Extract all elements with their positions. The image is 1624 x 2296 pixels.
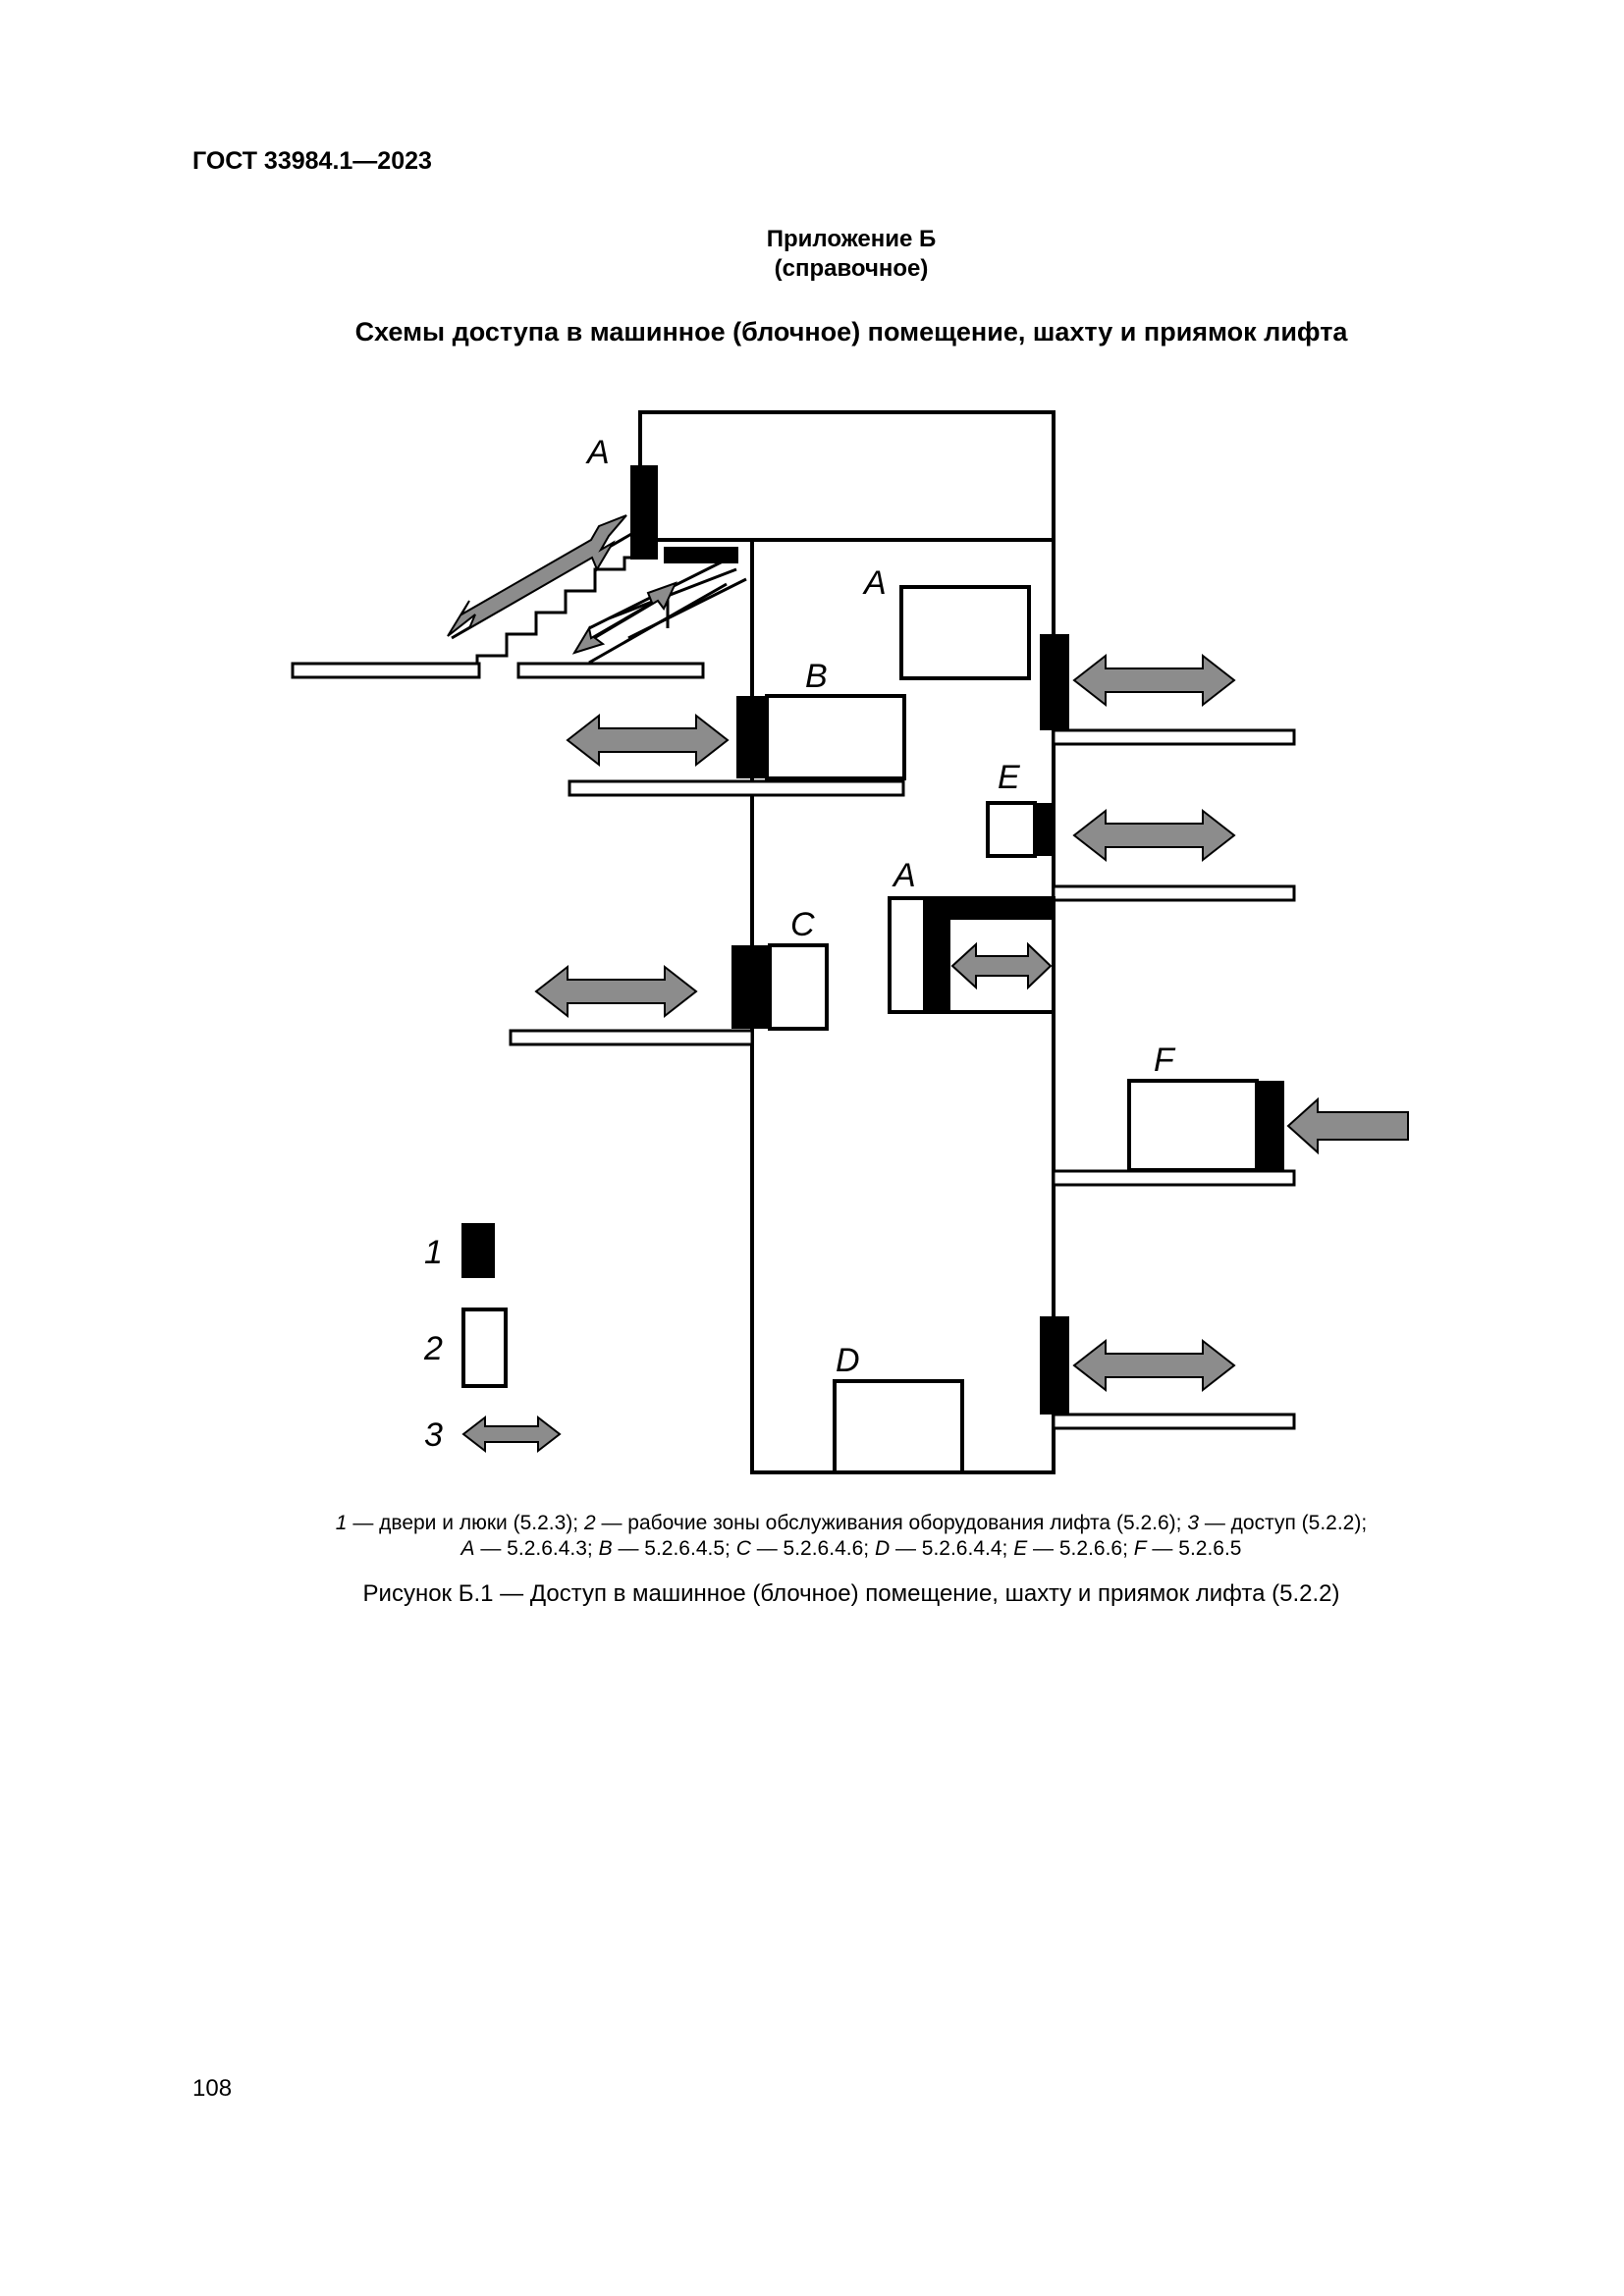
arrow-right-1 bbox=[1074, 656, 1234, 705]
hatch-top bbox=[664, 547, 738, 563]
door-f bbox=[1255, 1081, 1284, 1170]
work-zone-c bbox=[770, 945, 827, 1029]
legend-zone-swatch bbox=[463, 1309, 506, 1386]
arrow-f bbox=[1288, 1099, 1408, 1152]
door-right-bottom bbox=[1040, 1316, 1069, 1415]
arrow-e bbox=[1074, 811, 1234, 860]
figure-key-line-2: A — 5.2.6.4.3; B — 5.2.6.4.5; C — 5.2.6.4.6; D — 5.2.6.4.4; E — 5.2.6.6; F — 5.2.6.5 bbox=[460, 1537, 1242, 1560]
arrow-right-bottom bbox=[1074, 1341, 1234, 1390]
label-a-room: A bbox=[864, 564, 887, 602]
page-number: 108 bbox=[192, 2075, 233, 2102]
figure-caption: Рисунок Б.1 — Доступ в машинное (блочное) помещение, шахту и приямок лифта (5.2.2) bbox=[362, 1580, 1340, 1607]
section-title: Схемы доступа в машинное (блочное) помещение, шахту и приямок лифта bbox=[354, 317, 1348, 347]
door-c bbox=[731, 945, 771, 1029]
legend bbox=[423, 1223, 560, 1454]
work-zone-f bbox=[1129, 1081, 1257, 1170]
door-a-mid bbox=[923, 898, 950, 1012]
legend-3-number: 3 bbox=[424, 1416, 443, 1454]
door-e bbox=[1035, 803, 1054, 856]
work-zone-b bbox=[767, 696, 904, 778]
legend-door-swatch bbox=[461, 1223, 495, 1278]
work-zone-e bbox=[988, 803, 1035, 856]
legend-1-number: 1 bbox=[424, 1234, 443, 1271]
annex-type: (справочное) bbox=[774, 255, 929, 282]
machine-room bbox=[640, 412, 1054, 540]
label-e: E bbox=[998, 759, 1020, 796]
work-zone-d bbox=[835, 1381, 962, 1472]
arrow-b bbox=[568, 716, 728, 765]
door-right-1 bbox=[1040, 634, 1069, 730]
label-b: B bbox=[805, 658, 828, 695]
label-d: D bbox=[836, 1342, 860, 1379]
label-a-top: A bbox=[587, 434, 610, 471]
work-zone-a-room bbox=[901, 587, 1029, 678]
door-b bbox=[736, 696, 766, 778]
legend-arrow-swatch bbox=[463, 1417, 560, 1451]
arrow-c bbox=[536, 967, 696, 1016]
label-c: C bbox=[790, 906, 815, 943]
label-f: F bbox=[1154, 1041, 1174, 1079]
figure-key-line-1: 1 — двери и люки (5.2.3); 2 — рабочие зоны обслуживания оборудования лифта (5.2.6); 3 — доступ (5.2.2); bbox=[335, 1512, 1368, 1534]
door-top bbox=[630, 465, 658, 560]
legend-2-number: 2 bbox=[424, 1330, 443, 1367]
label-a-mid: A bbox=[893, 857, 916, 894]
document-code: ГОСТ 33984.1—2023 bbox=[192, 147, 432, 175]
annex-title: Приложение Б bbox=[766, 226, 937, 252]
